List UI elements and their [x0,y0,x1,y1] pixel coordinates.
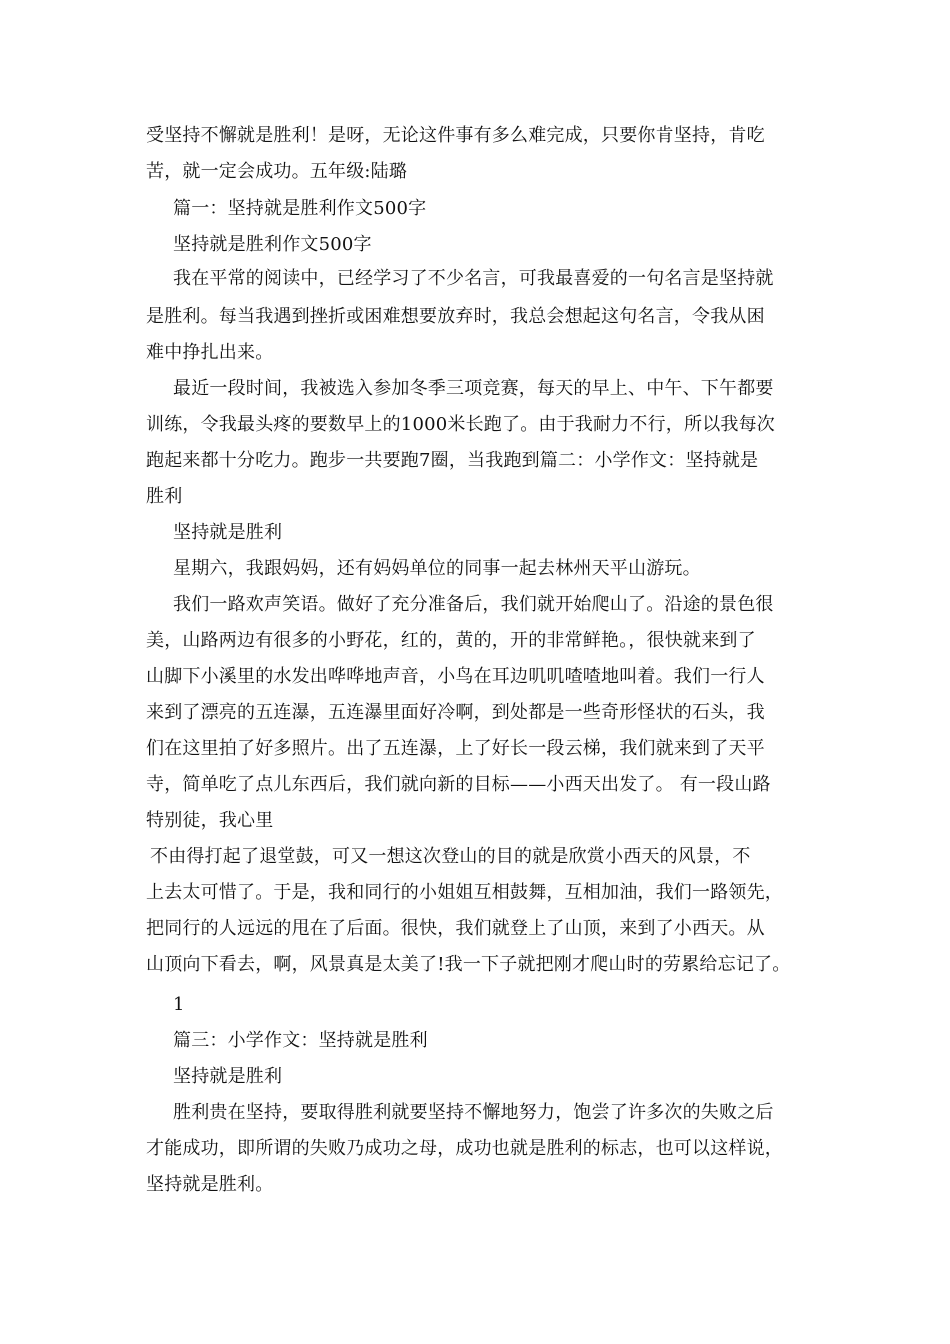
text-line: 训练，令我最头疼的要数早上的1000米长跑了。由于我耐力不行，所以我每次 [146,414,776,435]
text-line: 特别徒，我心里 [146,810,274,831]
text-line: 坚持就是胜利。 [146,1174,274,1195]
essay-title: 坚持就是胜利 [173,1066,283,1087]
text-line: 跑起来都十分吃力。跑步一共要跑7圈，当我跑到篇二：小学作文：坚持就是 [146,450,759,471]
text-line: 最近一段时间，我被选入参加冬季三项竞赛，每天的早上、中午、下午都要 [173,378,774,399]
text-line: 我们一路欢声笑语。做好了充分准备后，我们就开始爬山了。沿途的景色很 [173,594,774,615]
page-number: 1 [173,994,185,1015]
text-line: 把同行的人远远的甩在了后面。很快，我们就登上了山顶，来到了小西天。从 [146,918,765,939]
text-line: 是胜利。每当我遇到挫折或困难想要放弃时，我总会想起这句名言，令我从困 [146,306,765,327]
text-line: 美，山路两边有很多的小野花，红的，黄的，开的非常鲜艳。，很快就来到了 [146,630,756,651]
text-line: 山顶向下看去，啊，风景真是太美了!我一下子就把刚才爬山时的劳累给忘记了。 [146,954,791,975]
essay-title: 坚持就是胜利 [173,522,283,543]
text-line: 难中挣扎出来。 [146,342,274,363]
section-heading: 篇一：坚持就是胜利作文500字 [173,198,427,219]
text-line: 上去太可惜了。于是，我和同行的小姐姐互相鼓舞，互相加油，我们一路领先， [146,882,783,903]
text-line: 星期六，我跟妈妈，还有妈妈单位的同事一起去林州天平山游玩。 [173,558,701,579]
text-line: 胜利贵在坚持，要取得胜利就要坚持不懈地努力，饱尝了许多次的失败之后 [173,1102,774,1123]
text-line: 寺，简单吃了点儿东西后，我们就向新的目标——小西天出发了。 有一段山路 [146,774,771,795]
text-line: 受坚持不懈就是胜利！是呀，无论这件事有多么难完成，只要你肯坚持，肯吃 [146,125,765,146]
text-line: 胜利 [146,486,183,507]
text-line: 山脚下小溪里的水发出哗哗地声音，小鸟在耳边叽叽喳喳地叫着。我们一行人 [146,666,765,687]
essay-title: 坚持就是胜利作文500字 [173,234,372,255]
text-line: 我在平常的阅读中，已经学习了不少名言，可我最喜爱的一句名言是坚持就 [173,268,774,289]
text-line: 才能成功，即所谓的失败乃成功之母，成功也就是胜利的标志，也可以这样说， [146,1138,783,1159]
text-line: 来到了漂亮的五连瀑，五连瀑里面好冷啊，到处都是一些奇形怪状的石头，我 [146,702,765,723]
text-line: 们在这里拍了好多照片。出了五连瀑，上了好长一段云梯，我们就来到了天平 [146,738,765,759]
section-heading: 篇三：小学作文：坚持就是胜利 [173,1030,428,1051]
text-line: 不由得打起了退堂鼓，可又一想这次登山的目的就是欣赏小西天的风景，不 [150,846,751,867]
text-line: 苦，就一定会成功。五年级:陆璐 [146,161,408,182]
